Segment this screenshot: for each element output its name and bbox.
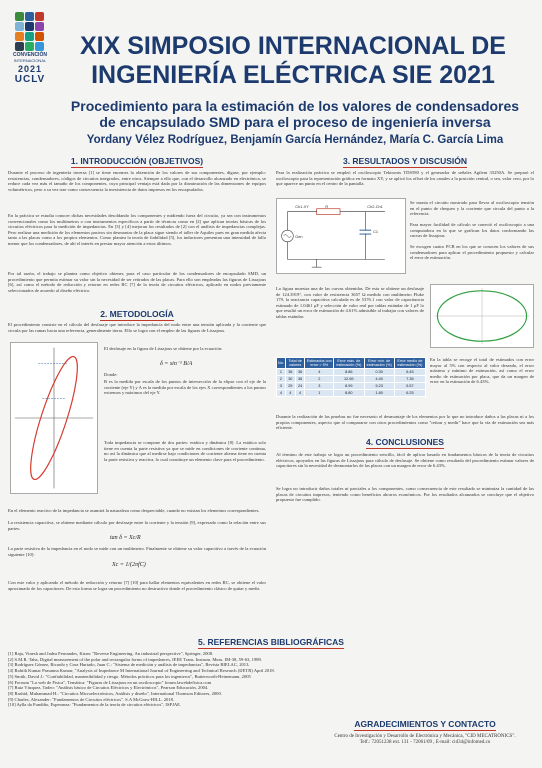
conclusions-heading: 4. CONCLUSIONES [366, 437, 444, 447]
lissajous-ellipse-figure [10, 342, 98, 494]
intro-p1: Durante el proceso de ingeniería inversa [1] se tiene enormes la obtención de los valores de sus componentes, dígase, por ejemplo: resistencias, condensadores, códigos de circuitos integrados, entre otros. Siempre a ello que, con el desarrollo alcanzado en electrónica, se reduce cada vez más el tamaño de los componentes, cuya principal ventaja está dada por la disminución de las dimensiones de equipos volumétricos, pero a su vez trae como consecuencia la inexistencia de datos impresos en los encapsulados. [8, 170, 266, 192]
table-cell: 4 [285, 390, 295, 397]
label-gen: Gen [295, 233, 303, 239]
label-r: R [325, 203, 329, 209]
intro-p3: Por tal razón, el trabajo se plantea como objetivo obtener, para el caso particular de los condensadores de encapsulado SMD, un procedimiento que permita estimar su valor sin la necesidad de ser retirados de las placas. Para ello son empleadas las figuras de Lissajous [6], así como el método de reducción y retorno en redes RC [7] de la teoría de circuitos eléctricos, aplicado en nodos previamente seleccionados de acuerdo al diseño eléctrico. [8, 271, 266, 293]
method-p9: Con este valor y aplicando el método de reducción y retorno [7] [10] para hallar elementos equivalentes en redes RC, se obtiene el valor aproximado de los capacitores. De esta forma se logra un procedimiento no destructivo donde el procedimiento clásico de quitar y medir. [8, 580, 266, 591]
table-cell: 4 [295, 390, 305, 397]
table-cell: 1 [277, 369, 286, 376]
table-cell: 3 [277, 383, 286, 390]
results-p7: Durante la realización de las pruebas no fue necesario el desmontaje de los elementos por lo que no introduce daños a las placas ni a los propios componentes, aspecto que al compararse con otros procedimientos como "retirar y medir" hace que la vía de estimación sea más eficiente. [276, 414, 534, 431]
title-line2: INGENIERÍA ELÉCTRICA SIE 2021 [91, 61, 495, 89]
event-logo [8, 12, 52, 102]
references-heading: 5. REFERENCIAS BIBLIOGRÁFICAS [198, 637, 344, 647]
table-cell: 8.99 [334, 383, 365, 390]
table-cell: 36 [295, 369, 305, 376]
table-cell: 1.80 [364, 390, 394, 397]
table-row [277, 383, 426, 390]
contact-block [315, 734, 535, 746]
lissajous-curve-plot [430, 284, 534, 348]
table-cell: 5.57 [394, 383, 425, 390]
subtitle-line1: Procedimiento para la estimación de los valores de condensadores [70, 98, 520, 114]
thanks-heading: AGRADECIMIENTOS Y CONTACTO [354, 719, 496, 729]
results-p4: Se escogen cuatro PCB en los que se conocen los valores de sus condensadores para aplicar el procedimiento propuesto y calcular el error de estimación. [410, 244, 534, 261]
method-p5: Toda impedancia se compone de dos partes: estática y dinámica [8]. La estática solo tiene en cuenta la parte resistiva ya que se mide en condiciones de corriente continua, no así la dinámica que al medirse bajo condiciones de corriente alterna tiene en cuenta la parte resistiva y reactiva, lo cual constituye un elemento clave para el procedimiento. [104, 440, 266, 462]
formula-tan: tan δ = Xc/R [110, 535, 141, 541]
reference-item: [8] Rashid, Muhammad H.: "Circuitos Microelectrónicos, Análisis y diseño", International Thomson Editores, 2000. [8, 690, 222, 696]
formula-delta: δ = sin⁻¹ B/A [160, 361, 193, 367]
reference-item: [5] Smith, David J.: "Confiabilidad, mantenibilidad y riesgo. Métodos prácticos para los ingenieros", Butterworth-Heinemann, 2005 [8, 673, 251, 679]
subtitle-line2: de encapsulado SMD para el proceso de ingeniería inversa [99, 114, 491, 130]
table-cell: 36 [295, 376, 305, 383]
logo-tile [35, 32, 44, 41]
label-ch2: Ch2-Ch1 [367, 203, 383, 209]
table-body [277, 369, 426, 397]
table-cell: 24 [295, 383, 305, 390]
results-table [276, 357, 426, 397]
logo-tile [35, 42, 44, 51]
results-heading: 3. RESULTADOS Y DISCUSIÓN [342, 156, 468, 166]
method-heading: 2. METODOLOGÍA [100, 309, 174, 319]
contact-line2: Telf.: 72051238 ext. 131 - 72061/09 , E-mail: cid34@infomed.co [359, 740, 491, 745]
table-cell: 4.40 [364, 376, 394, 383]
reference-item: [1] Raja, Vinesh and Jadea Fernandes, Kiran: "Reverse Engineering. An industrial perspective", Springer, 2008. [8, 651, 214, 656]
logo-tile [25, 32, 34, 41]
th-error-mean: Error medio de estimación (%) [394, 358, 425, 369]
table-cell: 29 [285, 383, 295, 390]
results-p2: Se monta el circuito mostrado para llevar al osciloscopio tensión en el punto de chequeo y la corriente que circula del punto a la referencia. [410, 200, 534, 217]
table-cell: 12.69 [334, 376, 365, 383]
resistor-symbol [317, 209, 340, 215]
logo-tile [25, 22, 34, 31]
table-cell: 5.23 [364, 383, 394, 390]
logo-line1: CONVENCIÓN [13, 52, 47, 58]
method-p8: La parte resistiva de la impedancia en el nodo se mide con un multímetro. Finalmente se obtiene su valor capacitivo a través de la ecuación siguiente [10]: [8, 546, 266, 557]
intro-p2: En la práctica se estudia conocer dichas necesidades desoldando los componentes y midiendo fuera del circuito, ya sea con instrumentos convencionales como los multímetros o con instrumentos específicos a partir de técnicas como en [2] que aplican teorías básicas de los circuitos eléctricos para la medición de impedancias. En [3] y [4] mejoran los resultados de [2] con el análisis de impedancias complejas. Pero realizar una medición de los elementos pasivos sin desmontar de la placa sigue siendo el taller de Aquiles pues en gran medida afecta tanto a las placas como a los propios elementos. Como plantea la teoría de fiabilidad [5], los inductores presentan una intensidad de fallo menor que los condensadores, de ahí el interés en prestar mayor atención a estos últimos. [8, 213, 266, 246]
th-no: No. [277, 358, 286, 369]
logo-tile [25, 42, 34, 51]
reference-item: [10] Aylla da Fundiño, Esperanza: "Fundamentos de la teoría de circuitos eléctricos", ISPJAE. [8, 702, 182, 708]
logo-grid-icon [15, 12, 45, 50]
reference-item: [4] Rohith Kumar Prasanna Kumar, "Analysis of Impedance M International Journal of Engineering and Technical Research (IJETR) April 2018. [8, 668, 275, 674]
table-cell: 6.25 [394, 390, 425, 397]
table-cell: 36 [285, 369, 295, 376]
label-c1: C1 [373, 229, 379, 235]
table-cell: 30 [285, 376, 295, 383]
logo-tile [25, 12, 34, 21]
reference-item: [2] S.M.R. Taha, Digital measurement of the polar and rectangular forms of impedances, IEEE Trans. Instrum. Meas. IM-38, 59-63, 1989. [8, 656, 262, 662]
table-header-row [277, 358, 426, 369]
reference-item: [7] Ruiz Vázquez, Tadeo: "Análisis básico de Circuitos Eléctricos y Electrónicos", Pearson Educación, 2004. [8, 685, 209, 691]
measurement-circuit-diagram [276, 198, 406, 274]
logo-tile [35, 12, 44, 21]
intro-heading: 1. INTRODUCCIÓN (OBJETIVOS) [70, 156, 204, 166]
logo-line2: INTERNACIONAL [13, 58, 47, 63]
table-cell: 8.86 [334, 369, 365, 376]
title-line1: XIX SIMPOSIO INTERNACIONAL DE [80, 32, 506, 60]
table-cell: 3 [305, 383, 334, 390]
logo-tile [15, 42, 24, 51]
label-ch1: Ch1-XY [295, 203, 309, 209]
poster-subtitle [60, 98, 530, 130]
logo-tile [15, 12, 24, 21]
method-p1: El procedimiento consiste en el cálculo del desfasaje que introduce la impedancia del nodo entre una tensión aplicada y la corriente que circula por las ramas hacia una referencia, generalmente tierra. Ello se logra con el empleo de las figuras de Lissajous. [8, 322, 266, 333]
table-cell: 1 [305, 390, 334, 397]
results-p6: En la tabla se recoge el total de estimados con error mayor al 5% con respecto al valor deseado, el error máximo y mínimo de estimación, así como el error medio de estimación por placa, que da un margen de error en la estimación de 6.43%. [430, 357, 534, 385]
table-row [277, 376, 426, 383]
poster-title [58, 32, 528, 90]
results-p3: Para mayor facilidad de cálculo se conectó el osciloscopio a una computadora en la que se grafican los datos conformando las curvas de lissajous. [410, 222, 534, 239]
logo-year: 2021 [17, 64, 43, 74]
reference-item: [3] Rodríguez Gómez, Ricardo y Cruz Hurtado, Juan C.: "Sistema de medición y análisis de impedancias", Revista RIELAC, 2013. [8, 662, 250, 668]
logo-university: UCLV [14, 74, 46, 85]
references-list [8, 651, 534, 708]
method-p6: En el elemento reactivo de la impedancia se asumirá la naturaleza como despreciable, cuando no existan los elementos correspondientes. [8, 508, 260, 513]
results-p1: Para la realización práctica se empleó el osciloscopio Tektronix TDS580 y el generador de señales Agilent 33250A. Se preparó el osciloscopio para la representación gráfica en formato XY, y se aplicó los offset de los canales a la posición central, o sea, valor cero, por lo que aparece un punto en el centro de la pantalla. [276, 170, 534, 187]
method-where: Donde: [104, 372, 118, 377]
table-cell: 0.30 [364, 369, 394, 376]
table-row [277, 369, 426, 376]
logo-tile [15, 22, 24, 31]
logo-tile [15, 32, 24, 41]
table-cell: 8.80 [334, 390, 365, 397]
table-cell: 6.45 [394, 369, 425, 376]
table-cell: 4 [305, 369, 334, 376]
method-p7: La resistencia capacitiva, se obtiene mediante cálculo por desfasaje entre la corriente y la tensión [9], expresado como la relación entre sus partes: [8, 520, 266, 531]
reference-item: [6] Foroum "La web de Fisica", Temática: "Figuras de Lissajous en un osciloscopio" forum.lawebdefisica.com [8, 679, 212, 685]
reference-item: [9] Charles, Alexander: "Fundamentos de Circuitos eléctricos". S.A McGraw-HILL. 2018. [8, 696, 175, 702]
table-cell: 4 [277, 390, 286, 397]
th-error-max: Error máx. de estimación (%) [334, 358, 365, 369]
contact-line1: Centro de Investigación y Desarrollo de Electrónica y Mecánica, "CID MECATRONICS". [334, 734, 516, 739]
th-estimated: Estimados con error > 5% [306, 359, 332, 367]
method-p2: El desfasaje en la figura de Lissajous se obtiene por la ecuación: [104, 346, 223, 351]
table-cell: 2 [305, 376, 334, 383]
table-cell: 7.35 [394, 376, 425, 383]
method-p4: B es la medida por escala de los puntos de intersección de la elipse con el eje de la corriente (eje Y) y A es la medida por escala de los ejes X correspondientes a los puntos extremos y máximos del eje Y. [104, 379, 266, 396]
conclusions-p2: Se logra no introducir daños totales ni parciales a los componentes, como consecuencia de este resultado se minimiza la cantidad de las placas de circuitos impresos, teniendo como beneficios ahorros económicos. Por los resultados alcanzados se concluye que el objetivo propuesto fue cumplido. [276, 486, 534, 503]
table-row [277, 390, 426, 397]
formula-xc: Xc = 1/(2πfC) [112, 562, 146, 568]
conclusions-p1: Al término de este trabajo se logra un procedimiento sencillo, fácil de aplicar basado en fundamentos básicos de la teoría de circuitos eléctricos, apoyados en las figuras de Lissajous para cálculo de desfasaje. Se obtiene como resultado del procedimiento estimar valores de capacitores sin la necesidad de desmontarlos de las placas con un margen de error de 6.43%. [276, 452, 534, 469]
authors: Yordany Vélez Rodríguez, Benjamín García Hernández, María C. García Lima [86, 134, 504, 146]
logo-tile [35, 22, 44, 31]
th-error-min: Error mín. de estimación (%) [364, 358, 394, 369]
th-total: Total de valores [285, 358, 305, 369]
results-p5: La figura muestra una de las curvas obtenidas. De esta se obtiene un desfasaje de 124.3919°, con valor de resistencia 3657 Ω medido con multímetro Fluke 179, la reactancia capacitiva calculada es de 5376.1 con valor de capacitancia estimado de 1.0461 μF y selección de valor real por tablas estándar de 1 μF lo que resultó un error de estimación de 4.61% admisible al trabajar con valores de tablas estándar. [276, 286, 424, 319]
table-cell: 2 [277, 376, 286, 383]
